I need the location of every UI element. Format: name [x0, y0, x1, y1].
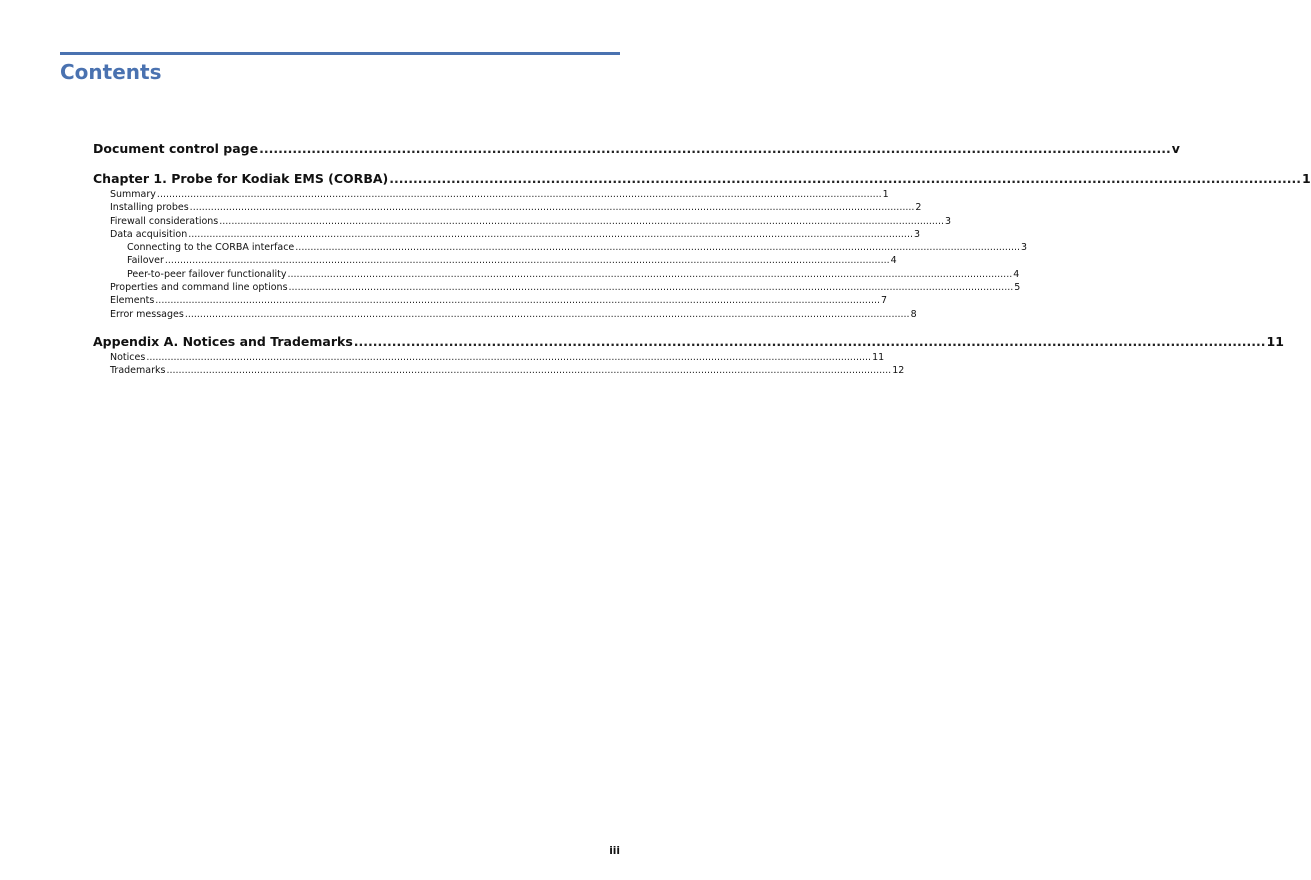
- toc-entry-label: Chapter 1. Probe for Kodiak EMS (CORBA): [93, 171, 389, 186]
- page-title: Contents: [60, 60, 162, 84]
- toc-entry-elements[interactable]: [93, 294, 888, 307]
- toc-entry-label: Summary: [110, 189, 156, 200]
- toc-entry-appendix-a[interactable]: [93, 333, 1284, 351]
- toc-entry-page: 8: [910, 308, 917, 320]
- toc-entry-page: 4: [1013, 268, 1020, 280]
- toc-entry-trademarks[interactable]: [93, 364, 905, 377]
- toc-entry-label: Notices: [110, 351, 146, 363]
- toc-leader-dots: ................................................................................................................................................................................................................................................: [288, 282, 1014, 294]
- toc-entry-label: Installing probes: [110, 202, 189, 214]
- toc-entry-chapter-1[interactable]: [93, 170, 1311, 188]
- toc-leader-dots: ................................................................................................................................................................................................................................................: [189, 202, 915, 214]
- toc-entry-label: Error messages: [110, 308, 184, 320]
- toc-entry-data-acquisition[interactable]: [93, 228, 921, 241]
- toc-leader-dots: ................................................................................................................................................................................................................................................: [188, 228, 913, 240]
- header-rule: [60, 52, 620, 55]
- toc-entry-page: 11: [1266, 333, 1284, 349]
- toc-entry-summary[interactable]: [93, 188, 889, 201]
- toc-entry-page: 1: [1301, 171, 1311, 186]
- toc-entry-page: 3: [913, 228, 921, 240]
- toc-entry-label: Appendix A. Notices and Trademarks: [93, 333, 353, 349]
- toc-leader-dots: ................................................................................................................................................................................................................................................: [184, 308, 910, 320]
- toc-entry-label: Connecting to the CORBA interface: [127, 242, 295, 254]
- toc-entry-label: Peer-to-peer failover functionality: [127, 268, 287, 280]
- toc-entry-page: 3: [945, 215, 952, 227]
- toc-leader-dots: ................................................................................................................................................................................................................................................: [156, 189, 882, 200]
- toc-entry-page: 2: [915, 202, 922, 214]
- toc-entry-label: Properties and command line options: [110, 282, 288, 294]
- toc-entry-peer-failover[interactable]: [93, 268, 1020, 281]
- toc-entry-page: 3: [1021, 242, 1028, 254]
- toc-entry-page: v: [1171, 141, 1180, 156]
- toc-entry-page: 7: [881, 295, 888, 307]
- page-number: iii: [609, 845, 620, 857]
- toc-entry-page: 11: [872, 351, 885, 363]
- toc-entry-corba-interface[interactable]: [93, 241, 1028, 254]
- toc-leader-dots: ................................................................................................................................................................................................: [389, 171, 1301, 186]
- toc-entry-page: 4: [890, 255, 897, 267]
- toc-entry-label: Trademarks: [110, 365, 166, 377]
- toc-leader-dots: ................................................................................................................................................................................................................................................: [295, 242, 1021, 254]
- toc-leader-dots: ................................................................................................................................................................................................................................................: [164, 255, 890, 267]
- toc-leader-dots: ................................................................................................................................................................................................................................................: [287, 268, 1013, 280]
- toc-leader-dots: ................................................................................................................................................................................................................................................: [166, 365, 892, 377]
- toc-leader-dots: ................................................................................................................................................................................................................................................: [146, 351, 872, 363]
- toc-entry-document-control[interactable]: [93, 140, 1180, 158]
- toc-entry-installing-probes[interactable]: [93, 201, 922, 214]
- toc-entry-error-messages[interactable]: [93, 308, 917, 321]
- toc-entry-label: Data acquisition: [110, 228, 188, 240]
- table-of-contents: [93, 140, 1311, 378]
- toc-entry-label: Elements: [110, 295, 155, 307]
- toc-entry-page: 12: [892, 365, 905, 377]
- toc-entry-failover[interactable]: [93, 254, 897, 267]
- toc-entry-firewall[interactable]: [93, 215, 952, 228]
- toc-entry-notices[interactable]: [93, 351, 885, 364]
- toc-entry-page: 5: [1014, 282, 1021, 294]
- toc-entry-label: Failover: [127, 255, 164, 267]
- toc-entry-page: 1: [882, 189, 889, 200]
- toc-entry-label: Document control page: [93, 141, 259, 156]
- toc-entry-properties[interactable]: [93, 281, 1021, 294]
- toc-leader-dots: ................................................................................................................................................................................................................................................: [219, 215, 944, 227]
- toc-leader-dots: ................................................................................................................................................................................................: [259, 141, 1171, 156]
- toc-leader-dots: ................................................................................................................................................................................................................................................: [155, 295, 881, 307]
- toc-entry-label: Firewall considerations: [110, 215, 219, 227]
- toc-leader-dots: ................................................................................................................................................................................................: [353, 333, 1266, 349]
